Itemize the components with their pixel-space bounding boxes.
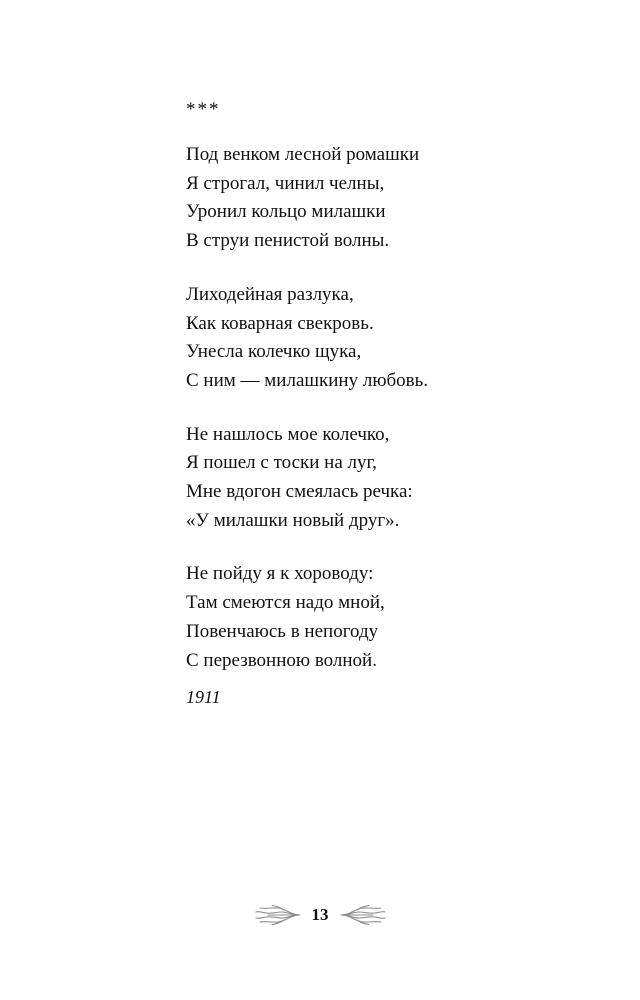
left-flourish-icon (254, 904, 302, 926)
poem-line: С перезвонною волной. (186, 649, 377, 671)
poem-line: Не нашлось мое колечко, (186, 423, 390, 445)
page-footer (0, 901, 640, 929)
poem-line: Как коварная свекровь. (186, 312, 374, 334)
poem-line: Я пошел с тоски на луг, (186, 452, 377, 474)
poem-line: Повенчаюсь в непогоду (186, 620, 379, 642)
stanza-1 (186, 141, 606, 256)
poem-line: Лиходейная разлука, (186, 283, 354, 305)
poem-heading: *** (186, 99, 221, 120)
poem-date: 1911 (186, 687, 221, 708)
poem-line: В струи пенистой волны. (186, 230, 390, 252)
poem-line: Уронил кольцо милашки (186, 201, 386, 223)
page-number: 13 (311, 905, 329, 924)
poem-line: Там смеются надо мной, (186, 592, 385, 614)
stanza-4 (186, 560, 606, 675)
poem-line: Мне вдогон смеялась речка: (186, 481, 413, 503)
poem (186, 98, 606, 709)
poem-line: «У милашки новый друг». (186, 509, 400, 531)
poem-line: Под венком лесной ромашки (186, 144, 420, 165)
stanza-3 (186, 421, 606, 536)
poem-line: Не пойду я к хороводу: (186, 563, 374, 585)
poem-line: С ним — милашкину любовь. (186, 369, 429, 391)
stanza-2 (186, 281, 606, 396)
right-flourish-icon (339, 904, 387, 926)
poem-line: Я строгал, чинил челны, (186, 172, 385, 194)
poem-line: Унесла колечко щука, (186, 341, 362, 363)
